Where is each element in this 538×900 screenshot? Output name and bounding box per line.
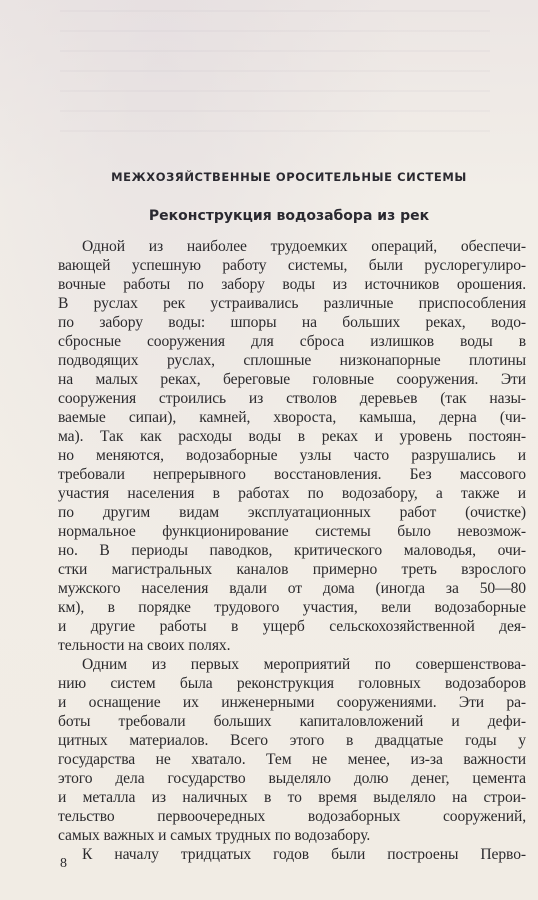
show-through-texture [60,10,490,150]
text-line: вающей успешную работу системы, были руслорегулиро- [58,257,526,274]
text-line: тельство первоочередных водозаборных сооружений, [58,808,526,825]
text-line: тельности на своих полях. [58,637,231,654]
text-line: участия населения в работах по водозабору, а также и [58,485,526,502]
text-line: боты требовали больших капиталовложений и дефи- [58,713,526,730]
text-line: самых важных и самых трудных по водозабору. [58,827,371,844]
text-line: но меняются, водозаборные узлы часто разрушались и [58,447,526,464]
text-line: по другим видам эксплуатационных работ (очистке) [58,504,526,521]
section-title: МЕЖХОЗЯЙСТВЕННЫЕ ОРОСИТЕЛЬНЫЕ СИСТЕМЫ [111,170,467,184]
text-line: Одной из наиболее трудоемких операций, обеспечи- [82,238,526,255]
text-line: К началу тридцатых годов были построены Перво- [82,846,526,863]
body-text [58,237,526,864]
text-line: требовали непрерывного восстановления. Без массового [58,466,526,483]
text-line: нию систем была реконструкция головных водозаборов [58,675,526,692]
text-line: стки магистральных каналов примерно треть взрослого [58,561,526,578]
text-line: и оснащение их инженерными сооружениями. Эти ра- [58,694,526,711]
subsection-title: Реконструкция водозабора из рек [148,208,430,224]
text-line: и металла из наличных в то время выделяло на строи- [58,789,526,806]
text-line: Одним из первых мероприятий по совершенствова- [82,656,526,673]
text-line: и другие работы в ущерб сельскохозяйственной дея- [58,618,526,635]
text-line: по забору воды: шпоры на больших реках, водо- [58,314,526,331]
text-line: сооружения строились из стволов деревьев (так назы- [58,390,526,407]
text-line: мужского населения вдали от дома (иногда за 50—80 [58,580,526,597]
text-line: нормальное функционирование системы было невозмож- [58,523,526,540]
text-line: но. В периоды паводков, критического маловодья, очи- [58,542,526,559]
text-line: сбросные сооружения для сброса излишков воды в [58,333,526,350]
text-line: В руслах рек устраивались различные приспособления [58,295,526,312]
text-line: км), в порядке трудового участия, вели водозаборные [58,599,526,616]
text-line: этого дела государство выделяло долю денег, цемента [58,770,526,787]
text-line: ма). Так как расходы воды в реках и уровень постоян- [58,428,526,445]
text-line: вочные работы по забору воды из источников орошения. [58,276,526,293]
text-line: государства не хватало. Тем не менее, из-за важности [58,751,526,768]
page-number: 8 [60,856,67,871]
text-line: подводящих руслах, сплошные низконапорные плотины [58,352,526,369]
text-line: цитных материалов. Всего этого в двадцатые годы у [58,732,526,749]
text-line: на малых реках, береговые головные сооружения. Эти [58,371,526,388]
text-line: ваемые сипаи), камней, хвороста, камыша, дерна (чи- [58,409,526,426]
